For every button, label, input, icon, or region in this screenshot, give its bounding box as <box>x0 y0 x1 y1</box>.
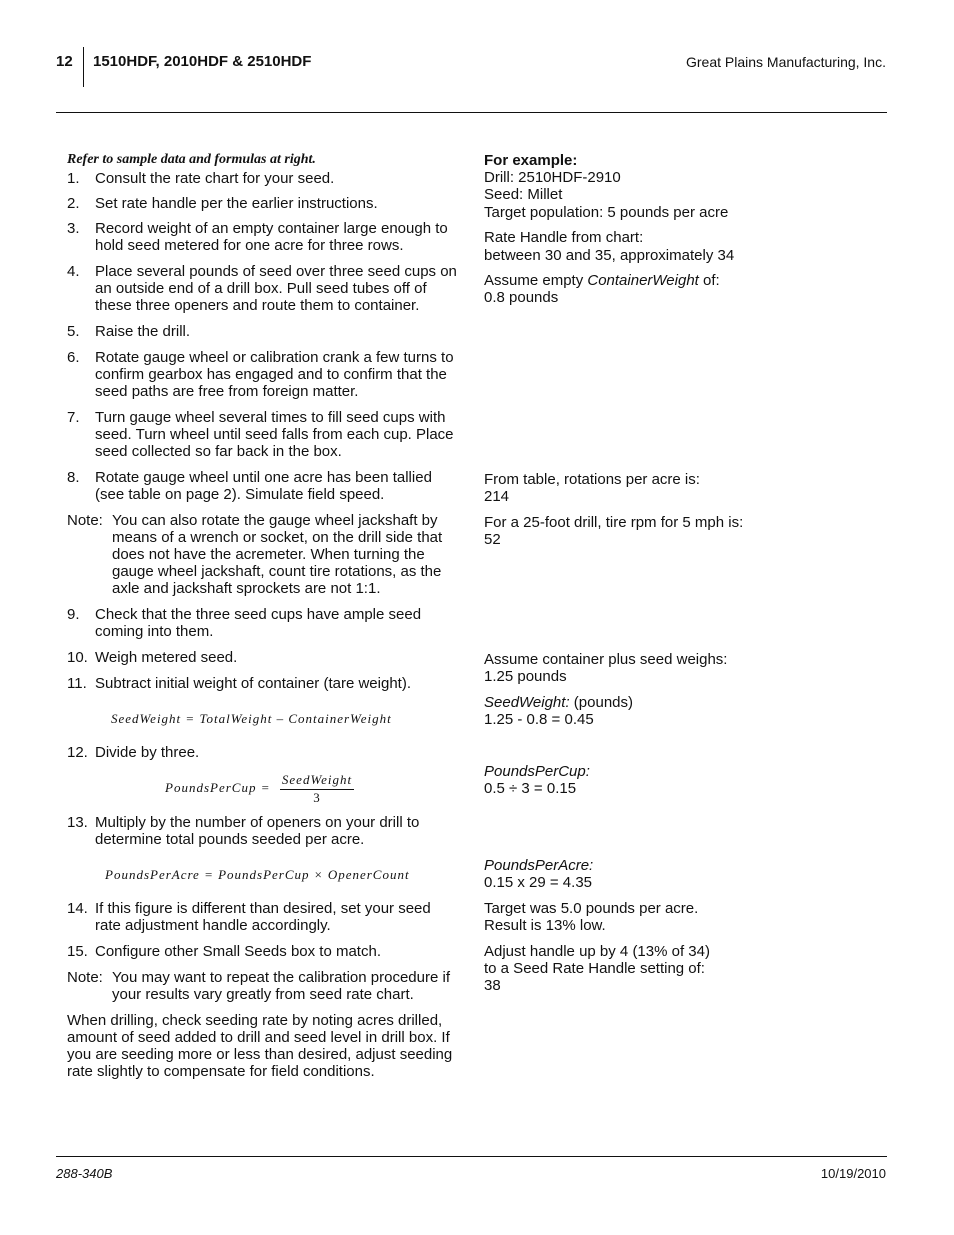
step-9 <box>67 606 459 640</box>
step-number: 12. <box>67 744 88 761</box>
rate-handle-value: between 30 and 35, approximately 34 <box>484 247 735 264</box>
step-text: Consult the rate chart for your seed. <box>95 170 335 187</box>
poundspercup-label: PoundsPerCup: <box>484 763 590 780</box>
header-rule <box>56 112 887 113</box>
note-text: You can also rotate the gauge wheel jackshaft by means of a wrench or socket, on the drill side that does not have the acremeter. When turning the gauge wheel jackshaft, count tire rotations, as the axle and jackshaft sprockets are not 1:1. <box>112 512 443 597</box>
container-weight-label: Assume empty ContainerWeight of: <box>484 272 720 289</box>
container-seed-value: 1.25 pounds <box>484 668 567 685</box>
step-text: Turn gauge wheel several times to fill seed cups with seed. Turn wheel until seed falls from each cup. Place seed collected so far back in the box. <box>95 409 454 460</box>
container-seed-label: Assume container plus seed weighs: <box>484 651 728 668</box>
step-5 <box>67 323 459 340</box>
step-3 <box>67 220 459 254</box>
step-text: Raise the drill. <box>95 323 191 340</box>
note-repeat <box>67 969 459 1003</box>
note-text: You may want to repeat the calibration procedure if your results vary greatly from seed rate chart. <box>112 969 450 1003</box>
fraction-numerator: SeedWeight <box>280 772 354 790</box>
target-result-1: Target was 5.0 pounds per acre. <box>484 900 699 917</box>
step-number: 14. <box>67 900 88 917</box>
adjust-line-2: to a Seed Rate Handle setting of: <box>484 960 705 977</box>
step-text: Multiply by the number of openers on your drill to determine total pounds seeded per acre. <box>95 814 420 848</box>
example-seed: Seed: Millet <box>484 186 563 203</box>
example-target: Target population: 5 pounds per acre <box>484 204 729 221</box>
example-heading: For example: <box>484 152 578 169</box>
step-text: Set rate handle per the earlier instructions. <box>95 195 378 212</box>
step-number: 7. <box>67 409 80 426</box>
step-number: 3. <box>67 220 80 237</box>
rotations-value: 214 <box>484 488 510 505</box>
example-drill: Drill: 2510HDF-2910 <box>484 169 621 186</box>
step-number: 10. <box>67 649 88 666</box>
seedweight-label: SeedWeight: (pounds) <box>484 694 633 711</box>
step-text: Configure other Small Seeds box to match. <box>95 943 381 960</box>
step-13 <box>67 814 459 848</box>
note-label: Note: <box>67 969 103 986</box>
step-number: 11. <box>67 675 87 692</box>
rpm-label: For a 25-foot drill, tire rpm for 5 mph is: <box>484 514 744 531</box>
step-text: Divide by three. <box>95 744 200 761</box>
step-number: 5. <box>67 323 80 340</box>
step-number: 6. <box>67 349 80 366</box>
poundsperacre-calc: 0.15 x 29 = 4.35 <box>484 874 593 891</box>
step-12 <box>67 744 459 761</box>
poundspercup-fraction <box>280 772 354 806</box>
step-text: Check that the three seed cups have ample seed coming into them. <box>95 606 422 640</box>
step-text: Rotate gauge wheel or calibration crank a few turns to confirm gearbox has engaged and to confirm that the seed paths are free from foreign matter. <box>95 349 454 400</box>
closing-paragraph: When drilling, check seeding rate by noting acres drilled, amount of seed added to drill and seed level in drill box. If you are seeding more or less than desired, adjust seeding rate slightly to compensate for field conditions. <box>67 1012 453 1080</box>
footer-rule <box>56 1156 887 1157</box>
document-date: 10/19/2010 <box>820 1166 886 1181</box>
step-number: 4. <box>67 263 80 280</box>
adjust-line-1: Adjust handle up by 4 (13% of 34) <box>484 943 710 960</box>
target-result-2: Result is 13% low. <box>484 917 606 934</box>
step-11 <box>67 675 459 692</box>
step-text: Rotate gauge wheel until one acre has been tallied (see table on page 2). Simulate field speed. <box>95 469 432 503</box>
adjust-line-3: 38 <box>484 977 501 994</box>
step-number: 9. <box>67 606 80 623</box>
note-jackshaft <box>67 512 459 597</box>
step-8 <box>67 469 459 503</box>
step-text: Weigh metered seed. <box>95 649 238 666</box>
fraction-denominator: 3 <box>313 790 321 805</box>
document-number: 288-340B <box>56 1166 113 1181</box>
poundspercup-formula-left: PoundsPerCup = <box>165 780 271 795</box>
rotations-label: From table, rotations per acre is: <box>484 471 700 488</box>
step-10 <box>67 649 459 666</box>
note-label: Note: <box>67 512 103 529</box>
rate-handle-label: Rate Handle from chart: <box>484 229 644 246</box>
document-title: 1510HDF, 2010HDF & 2510HDF <box>93 53 312 70</box>
step-7 <box>67 409 459 460</box>
step-text: If this figure is different than desired, set your seed rate adjustment handle accordingly. <box>95 900 431 934</box>
rpm-value: 52 <box>484 531 501 548</box>
intro-text: Refer to sample data and formulas at right. <box>67 152 316 167</box>
page-number: 12 <box>56 53 73 70</box>
step-number: 8. <box>67 469 80 486</box>
step-4 <box>67 263 459 314</box>
step-number: 1. <box>67 170 80 187</box>
step-15 <box>67 943 459 960</box>
seedweight-calc: 1.25 - 0.8 = 0.45 <box>484 711 594 728</box>
step-text: Place several pounds of seed over three seed cups on an outside end of a drill box. Pull seed tubes off of these three openers and route them to container. <box>95 263 457 314</box>
step-text: Record weight of an empty container large enough to hold seed metered for one acre for three rows. <box>95 220 448 254</box>
poundsperacre-label: PoundsPerAcre: <box>484 857 594 874</box>
step-text: Subtract initial weight of container (tare weight). <box>95 675 411 692</box>
step-number: 2. <box>67 195 80 212</box>
step-1 <box>67 170 459 187</box>
seedweight-formula: SeedWeight = TotalWeight – ContainerWeight <box>111 711 392 726</box>
step-6 <box>67 349 459 400</box>
container-weight-value: 0.8 pounds <box>484 289 559 306</box>
step-14 <box>67 900 459 934</box>
poundspercup-calc: 0.5 ÷ 3 = 0.15 <box>484 780 577 797</box>
poundsperacre-formula: PoundsPerAcre = PoundsPerCup × OpenerCount <box>105 867 410 882</box>
header-divider <box>83 47 84 87</box>
company-name: Great Plains Manufacturing, Inc. <box>686 54 886 70</box>
step-number: 15. <box>67 943 88 960</box>
step-2 <box>67 195 459 212</box>
step-number: 13. <box>67 814 88 831</box>
